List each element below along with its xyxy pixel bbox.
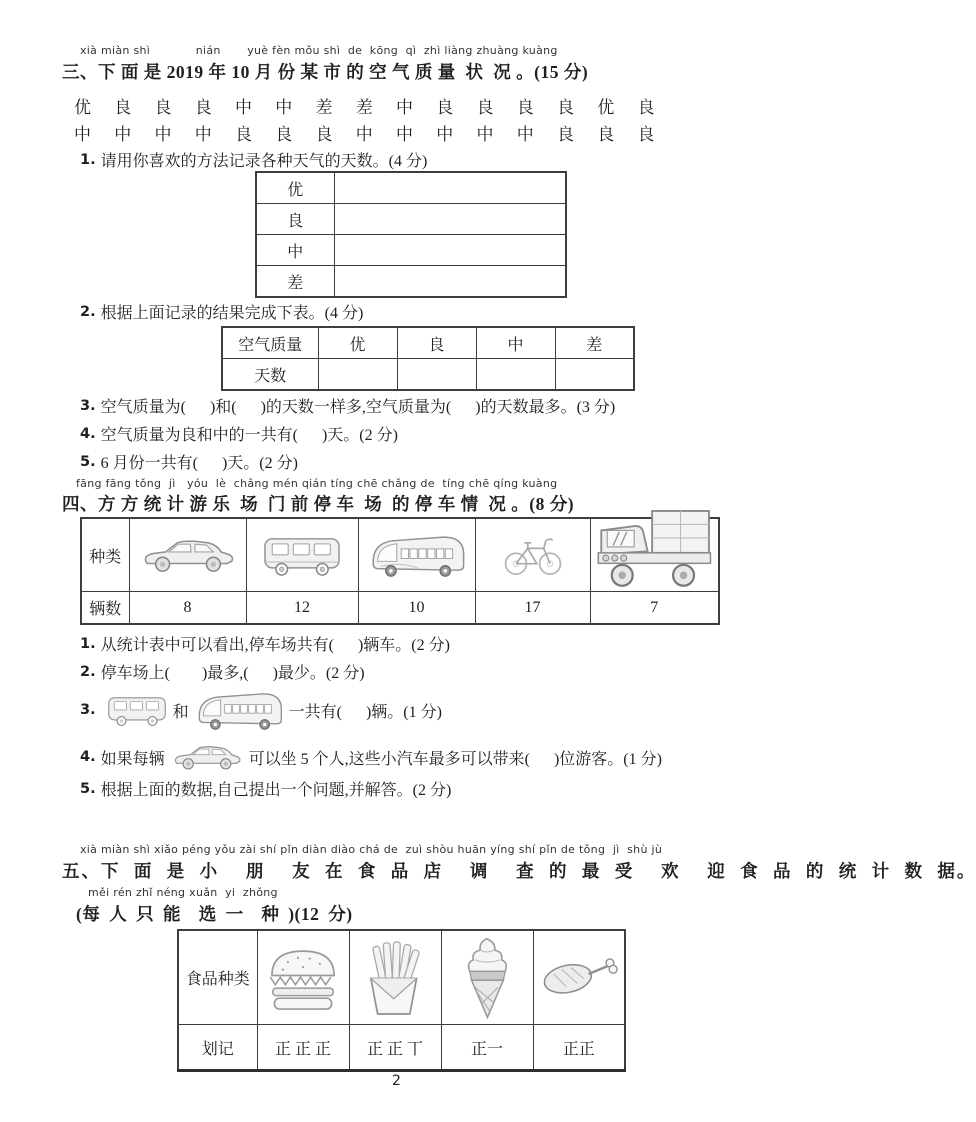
question-number: 2.	[80, 303, 96, 320]
question-text: 根据上面记录的结果完成下表。(4 分)	[100, 305, 364, 322]
answer-cell	[334, 172, 566, 204]
question-number: 5.	[80, 453, 96, 470]
question-text: 可以坐 5 个人,这些小汽车最多可以带来( )位游客。(1 分)	[248, 750, 662, 768]
section5-pinyin: xià miàn shì xiǎo péng yǒu zài shí pǐn diàn diào chá de zuì shòu huān yíng shí pǐn de tǒng jì shù jù	[80, 843, 663, 856]
question-text: 停车场上( )最多,( )最少。(2 分)	[100, 665, 365, 682]
tally-cell: 正 正 丅	[349, 1025, 441, 1071]
parking-table	[80, 517, 720, 625]
fries-icon	[349, 930, 441, 1025]
question-number: 3.	[80, 397, 96, 414]
question-number: 5.	[80, 780, 96, 797]
hamburger-icon	[257, 930, 349, 1025]
question-text: 根据上面的数据,自己提出一个问题,并解答。(2 分)	[100, 782, 452, 799]
question-text: 从统计表中可以看出,停车场共有( )辆车。(2 分)	[100, 637, 450, 654]
van-icon	[106, 693, 168, 728]
question-text: 一共有( )辆。(1 分)	[288, 703, 442, 721]
question-text: 6 月份一共有( )天。(2 分)	[100, 455, 298, 472]
answer-cell	[318, 359, 397, 391]
summary-header-cell: 空气质量	[222, 327, 318, 359]
question-text: 如果每辆	[100, 750, 165, 768]
answer-cell	[555, 359, 634, 391]
bicycle-icon	[475, 518, 590, 592]
record-row-label: 中	[256, 235, 334, 266]
food-row2-label: 划记	[178, 1025, 257, 1071]
answer-cell	[334, 235, 566, 266]
section3-pinyin: xià miàn shì nián yuè fèn mǒu shì de kōng qì zhì liàng zhuàng kuàng	[80, 44, 558, 57]
section3-title: 三、下 面 是 2019 年 10 月 份 某 市 的 空 气 质 量 状 况 。(15 分)	[62, 62, 589, 82]
section4-pinyin: fāng fāng tǒng jì yóu lè chǎng mén qián tíng chē chǎng de tíng chē qíng kuàng	[76, 477, 558, 490]
answer-cell	[334, 204, 566, 235]
food-table	[177, 929, 626, 1072]
answer-cell	[476, 359, 555, 391]
section5-pinyin-2: měi rén zhǐ néng xuǎn yi zhǒng	[88, 886, 278, 899]
bus-icon	[194, 689, 284, 732]
question-number: 2.	[80, 663, 96, 680]
question-number: 1.	[80, 635, 96, 652]
section4-question-5	[80, 777, 451, 800]
section3-question-1	[80, 148, 427, 171]
tally-cell: 正一	[441, 1025, 533, 1071]
bus-icon	[358, 518, 475, 592]
section3-question-2	[80, 300, 363, 323]
section4-question-1	[80, 632, 450, 655]
record-row-label: 差	[256, 266, 334, 298]
air-quality-data-row-1: 优 良 良 良 中 中 差 差 中 良 良 良 良 优 良	[74, 98, 656, 117]
section5-title: 五、下 面 是 小 朋 友 在 食 品 店 调 查 的 最 受 欢 迎 食 品 的 统 计 数 据。	[62, 861, 976, 881]
drumstick-icon	[533, 930, 625, 1025]
question-number: 4.	[80, 425, 96, 442]
vehicle-count: 10	[358, 592, 475, 625]
tally-cell: 正 正 正	[257, 1025, 349, 1071]
summary-header-cell: 良	[397, 327, 476, 359]
vehicle-count: 12	[246, 592, 358, 625]
truck-icon	[590, 518, 719, 592]
answer-cell	[334, 266, 566, 298]
vehicle-count: 7	[590, 592, 719, 625]
summary-header-cell: 中	[476, 327, 555, 359]
question-number: 4.	[80, 749, 96, 765]
summary-header-cell: 差	[555, 327, 634, 359]
vehicle-count: 8	[129, 592, 246, 625]
record-row-label: 良	[256, 204, 334, 235]
vehicle-count: 17	[475, 592, 590, 625]
page-number: 2	[392, 1073, 401, 1089]
record-table	[255, 171, 567, 298]
section3-question-4	[80, 422, 398, 445]
summary-header-cell: 优	[318, 327, 397, 359]
section3-question-3	[80, 394, 615, 417]
food-row1-label: 食品种类	[178, 930, 257, 1025]
question-text: 请用你喜欢的方法记录各种天气的天数。(4 分)	[100, 153, 428, 170]
section5-subtitle: (每 人 只 能 选 一 种 )(12 分)	[76, 904, 353, 924]
section4-title: 四、方 方 统 计 游 乐 场 门 前 停 车 场 的 停 车 情 况 。(8 分)	[62, 494, 575, 514]
question-text: 和	[172, 703, 189, 721]
car-icon	[170, 742, 244, 772]
tally-cell: 正正	[533, 1025, 625, 1071]
question-text: 空气质量为( )和( )的天数一样多,空气质量为( )的天数最多。(3 分)	[100, 399, 616, 416]
van-icon	[246, 518, 358, 592]
section3-question-5	[80, 450, 298, 473]
section4-question-3	[80, 684, 442, 736]
car-icon	[129, 518, 246, 592]
question-number: 3.	[80, 702, 96, 718]
summary-row-label: 天数	[222, 359, 318, 391]
parking-row2-label: 辆数	[81, 592, 129, 625]
question-number: 1.	[80, 151, 96, 168]
section4-question-2	[80, 660, 365, 683]
parking-row1-label: 种类	[81, 518, 129, 592]
summary-table	[221, 326, 635, 391]
answer-cell	[397, 359, 476, 391]
ice-cream-icon	[441, 930, 533, 1025]
section4-question-4	[80, 737, 662, 777]
record-row-label: 优	[256, 172, 334, 204]
question-text: 空气质量为良和中的一共有( )天。(2 分)	[100, 427, 398, 444]
air-quality-data-row-2: 中 中 中 中 良 良 良 中 中 中 中 中 良 良 良	[74, 125, 656, 144]
